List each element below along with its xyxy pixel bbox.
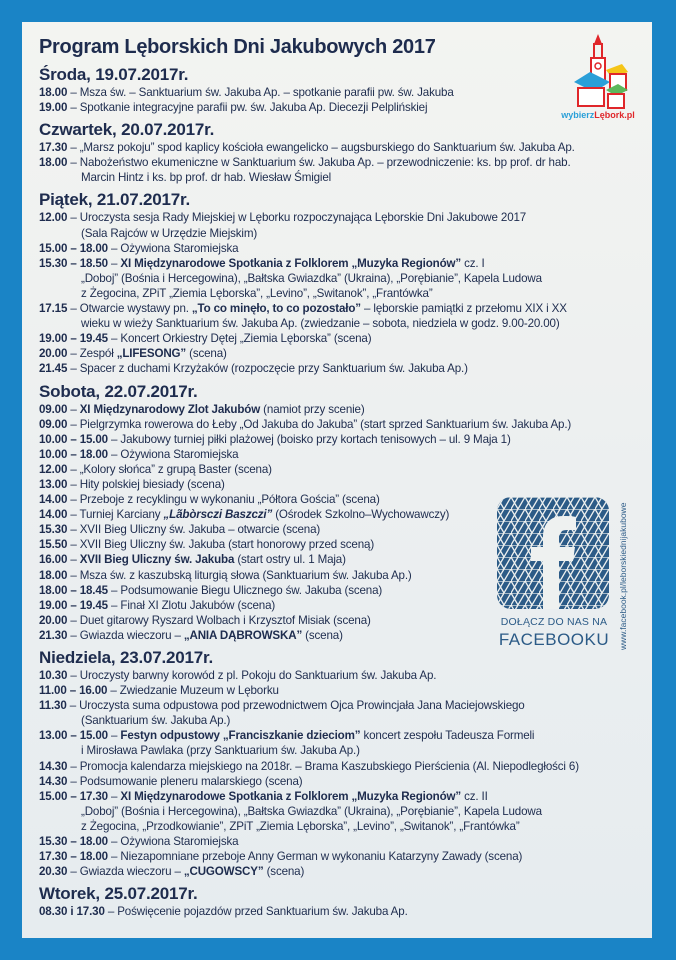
schedule-entry bbox=[39, 432, 651, 447]
entry-time: 21.45 bbox=[39, 362, 68, 376]
schedule-entry bbox=[39, 140, 651, 155]
entry-separator: – bbox=[67, 538, 80, 552]
wybierz-lebork-logo[interactable] bbox=[561, 34, 666, 124]
entry-text: Uroczysta sesja Rady Miejskiej w Lęborku rozpoczynająca Lęborskie Dni Jakubowe 2017 bbox=[79, 211, 527, 225]
entry-line bbox=[39, 417, 651, 432]
entry-text: (namiot przy scenie) bbox=[260, 402, 365, 416]
entry-time: 18.00 – 18.45 bbox=[39, 583, 108, 597]
entry-time: 18.00 bbox=[39, 156, 68, 170]
entry-text: XVII Bieg Uliczny św. Jakuba bbox=[79, 553, 235, 567]
facebook-join-text: DOŁĄCZ DO NAS NA bbox=[500, 616, 608, 628]
day-section bbox=[39, 120, 651, 185]
entry-time: 14.00 bbox=[39, 508, 68, 522]
page-title: Program Lęborskich Dni Jakubowych 2017 bbox=[39, 36, 436, 58]
entry-text: „Doboj” (Bośnia i Hercegowina), „Bałtska Gwiazdka” (Ukraina), „Porębianie”, Kapela Ludowa bbox=[81, 804, 542, 818]
schedule-entry bbox=[39, 331, 651, 346]
entry-line bbox=[39, 477, 651, 492]
day-heading: Wtorek, 25.07.2017r. bbox=[39, 884, 198, 904]
entry-separator: – bbox=[107, 256, 121, 270]
entry-text: z Żegocina, ZPiT „Ziemia Lęborska”, „Levino”, „Switanok”, „Frantówka” bbox=[81, 286, 433, 300]
entry-line bbox=[39, 774, 651, 789]
entry-separator: – bbox=[67, 628, 80, 642]
entry-text: (Sanktuarium św. Jakuba Ap.) bbox=[81, 714, 231, 728]
entry-text: Hity polskiej biesiady (scena) bbox=[79, 477, 225, 491]
entry-time: 17.15 bbox=[39, 302, 68, 316]
schedule-entry bbox=[39, 774, 651, 789]
day-section bbox=[39, 884, 651, 919]
entry-text: XI Międzynarodowe Spotkania z Folklorem „Muzyka Regionów” bbox=[120, 789, 462, 803]
schedule-entry bbox=[39, 301, 651, 331]
entry-line bbox=[39, 743, 651, 758]
entry-text: Festyn odpustowy „Franciszkanie dzieciom” bbox=[120, 729, 361, 743]
entry-time: 08.30 i 17.30 bbox=[39, 905, 105, 919]
entry-separator: – bbox=[67, 613, 80, 627]
schedule-entry bbox=[39, 417, 651, 432]
entry-text: Turniej Karciany bbox=[79, 508, 164, 522]
schedule-entry bbox=[39, 462, 651, 477]
entry-text: (scena) bbox=[263, 865, 305, 879]
day-section bbox=[39, 190, 651, 376]
entry-text: – lęborskie pamiątki z przełomu XIX i XX bbox=[360, 302, 567, 316]
entry-text: „Marsz pokoju” spod kaplicy kościoła ewangelicko – augsburskiego do Sanktuarium św. Jakuba Ap. bbox=[79, 141, 575, 155]
schedule-entry bbox=[39, 668, 651, 683]
day-section bbox=[39, 65, 651, 115]
entry-time: 15.30 – 18.50 bbox=[39, 256, 108, 270]
days-list bbox=[39, 65, 651, 919]
entry-line bbox=[39, 361, 651, 376]
entry-separator: – bbox=[104, 905, 118, 919]
entry-line bbox=[39, 789, 651, 804]
schedule-entry bbox=[39, 241, 651, 256]
entry-separator: – bbox=[67, 568, 80, 582]
schedule-entry bbox=[39, 789, 651, 834]
entry-time: 17.30 bbox=[39, 141, 68, 155]
entry-time: 15.30 bbox=[39, 523, 68, 537]
entry-time: 19.00 – 19.45 bbox=[39, 332, 108, 346]
entry-text: Podsumowanie pleneru malarskiego (scena) bbox=[79, 774, 303, 788]
entry-separator: – bbox=[67, 523, 80, 537]
entry-time: 16.00 bbox=[39, 553, 68, 567]
entry-line bbox=[39, 301, 651, 316]
entry-separator: – bbox=[67, 302, 80, 316]
entry-line bbox=[39, 804, 651, 819]
entry-time: 18.00 bbox=[39, 86, 68, 99]
schedule-entry bbox=[39, 904, 651, 919]
entry-time: 09.00 bbox=[39, 417, 68, 431]
entry-separator: – bbox=[67, 462, 80, 476]
entry-separator: – bbox=[67, 493, 80, 507]
entry-text: Uroczysty barwny korowód z pl. Pokoju do Sanktuarium św. Jakuba Ap. bbox=[79, 669, 437, 682]
entry-line bbox=[39, 728, 651, 743]
entry-line bbox=[39, 462, 651, 477]
entry-text: koncert zespołu Tadeusza Formeli bbox=[360, 729, 535, 743]
facebook-promo[interactable] bbox=[495, 495, 615, 655]
entry-text: XI Międzynarodowy Zlot Jakubów bbox=[79, 402, 261, 416]
entry-line bbox=[39, 170, 651, 185]
entry-time: 13.00 bbox=[39, 477, 68, 491]
entry-separator: – bbox=[67, 347, 80, 361]
entry-line bbox=[39, 864, 651, 879]
entry-text: Finał XI Zlotu Jakubów (scena) bbox=[120, 598, 276, 612]
entry-text: „ANIA DĄBROWSKA” bbox=[183, 628, 303, 642]
entry-separator: – bbox=[107, 241, 121, 255]
entry-time: 19.00 bbox=[39, 101, 68, 115]
entry-separator: – bbox=[67, 402, 80, 416]
entry-text: Gwiazda wieczoru – bbox=[79, 865, 184, 879]
entry-time: 11.00 – 16.00 bbox=[39, 684, 108, 698]
entry-text: XVII Bieg Uliczny św. Jakuba – otwarcie (scena) bbox=[79, 523, 321, 537]
entry-text: Przeboje z recyklingu w wykonaniu „Półtora Gościa” (scena) bbox=[79, 493, 380, 507]
schedule-entry bbox=[39, 447, 651, 462]
schedule-entry bbox=[39, 849, 651, 864]
schedule-entry bbox=[39, 361, 651, 376]
entry-separator: – bbox=[67, 759, 80, 773]
entry-text: Pielgrzymka rowerowa do Łeby „Od Jakuba do Jakuba” (start sprzed Sanktuarium św. Jakuba Ap.) bbox=[79, 417, 572, 431]
entry-text: Uroczysta suma odpustowa pod przewodnictwem Ojca Prowincjała Jana Maciejowskiego bbox=[79, 699, 525, 713]
poster-panel bbox=[22, 22, 652, 938]
entry-line bbox=[39, 316, 651, 331]
entry-separator: – bbox=[67, 362, 80, 376]
entry-time: 10.30 bbox=[39, 669, 68, 682]
entry-text: „Doboj” (Bośnia i Hercegowina), „Bałtska Gwiazdka” (Ukraina), „Porębianie”, Kapela Ludowa bbox=[81, 271, 542, 285]
entry-time: 14.30 bbox=[39, 774, 68, 788]
entry-separator: – bbox=[67, 669, 80, 682]
entry-text: „To co minęło, to co pozostało” bbox=[191, 302, 361, 316]
entry-text: (scena) bbox=[302, 628, 343, 642]
day-heading: Czwartek, 20.07.2017r. bbox=[39, 120, 215, 140]
entry-time: 15.00 – 18.00 bbox=[39, 241, 108, 255]
entry-line bbox=[39, 346, 651, 361]
entry-separator: – bbox=[107, 447, 121, 461]
entry-text: XI Międzynarodowe Spotkania z Folklorem „Muzyka Regionów” bbox=[120, 256, 462, 270]
entry-time: 15.00 – 17.30 bbox=[39, 789, 108, 803]
entry-time: 18.00 bbox=[39, 568, 68, 582]
entry-text: Nabożeństwo ekumeniczne w Sanktuarium św. Jakuba Ap. – przewodniczenie: ks. bp prof. dr hab. bbox=[79, 156, 571, 170]
entry-line bbox=[39, 286, 651, 301]
entry-separator: – bbox=[107, 598, 121, 612]
entry-time: 09.00 bbox=[39, 402, 68, 416]
schedule-entry bbox=[39, 402, 651, 417]
entry-text: (Sala Rajców w Urzędzie Miejskim) bbox=[81, 226, 258, 240]
entry-separator: – bbox=[107, 789, 121, 803]
entry-time: 10.00 – 15.00 bbox=[39, 432, 108, 446]
entry-separator: – bbox=[67, 865, 80, 879]
entry-text: Zespół bbox=[79, 347, 117, 361]
entry-line bbox=[39, 256, 651, 271]
entry-line bbox=[39, 849, 651, 864]
entry-text: Spacer z duchami Krzyżaków (rozpoczęcie przy Sanktuarium św. Jakuba Ap.) bbox=[79, 362, 468, 376]
entry-line bbox=[39, 834, 651, 849]
entry-text: (scena) bbox=[186, 347, 227, 361]
entry-text: (Ośrodek Szkolno–Wychowawczy) bbox=[272, 508, 450, 522]
schedule-entry bbox=[39, 155, 651, 185]
day-heading: Piątek, 21.07.2017r. bbox=[39, 190, 191, 210]
entry-line bbox=[39, 331, 651, 346]
entry-separator: – bbox=[107, 332, 121, 346]
entry-text: Marcin Hintz i ks. bp prof. dr hab. Wiesław Śmigiel bbox=[81, 171, 332, 185]
entry-separator: – bbox=[107, 835, 121, 849]
entry-text: (start ostry ul. 1 Maja) bbox=[234, 553, 346, 567]
entry-text: Zwiedzanie Muzeum w Lęborku bbox=[119, 684, 279, 698]
entry-text: Podsumowanie Biegu Ulicznego św. Jakuba (scena) bbox=[120, 583, 383, 597]
day-heading: Sobota, 22.07.2017r. bbox=[39, 381, 198, 401]
entry-time: 11.30 bbox=[39, 699, 67, 713]
entry-text: z Żegocina, „Przodkowianie”, ZPiT „Ziemia Lęborska”, „Levino”, „Switanok”, „Frantówka” bbox=[81, 819, 520, 833]
entry-separator: – bbox=[67, 508, 80, 522]
entry-separator: – bbox=[66, 699, 80, 713]
schedule-entry bbox=[39, 864, 651, 879]
entry-line bbox=[39, 713, 651, 728]
entry-time: 14.00 bbox=[39, 493, 68, 507]
entry-separator: – bbox=[67, 156, 80, 170]
entry-text: wieku w wieży Sanktuarium św. Jakuba Ap. (zwiedzanie – sobota, niedziela w godz. 9.00-20.00) bbox=[81, 317, 560, 331]
entry-line bbox=[39, 447, 651, 462]
schedule-entry bbox=[39, 728, 651, 758]
entry-text: i Mirosława Pawlaka (przy Sanktuarium św. Jakuba Ap.) bbox=[81, 744, 360, 758]
entry-time: 17.30 – 18.00 bbox=[39, 850, 108, 864]
entry-text: cz. I bbox=[461, 256, 485, 270]
entry-line bbox=[39, 241, 651, 256]
entry-line bbox=[39, 140, 651, 155]
entry-time: 13.00 – 15.00 bbox=[39, 729, 108, 743]
facebook-icon bbox=[497, 497, 609, 609]
entry-separator: – bbox=[107, 684, 120, 698]
entry-time: 14.30 bbox=[39, 759, 68, 773]
entry-time: 20.00 bbox=[39, 613, 68, 627]
facebook-name-text: FACEBOOKU bbox=[498, 630, 610, 649]
entry-separator: – bbox=[107, 729, 121, 743]
entry-time: 15.50 bbox=[39, 538, 68, 552]
entry-time: 12.00 bbox=[39, 211, 68, 225]
logo-text bbox=[550, 110, 646, 120]
schedule-entry bbox=[39, 256, 651, 301]
day-heading: Niedziela, 23.07.2017r. bbox=[39, 648, 214, 667]
entry-separator: – bbox=[67, 417, 80, 431]
schedule-entry bbox=[39, 210, 651, 240]
logo-text-b: Lębork.pl bbox=[594, 110, 635, 120]
entry-text: Ożywiona Staromiejska bbox=[120, 447, 239, 461]
entry-text: „LIFESONG” bbox=[116, 347, 187, 361]
entry-text: Gwiazda wieczoru – bbox=[79, 628, 184, 642]
entry-text: Ożywiona Staromiejska bbox=[120, 241, 239, 255]
entry-text: Jakubowy turniej piłki plażowej (boisko przy kortach tenisowych – ul. 9 Maja 1) bbox=[120, 432, 511, 446]
entry-line bbox=[39, 668, 651, 683]
entry-text: „CUGOWSCY” bbox=[183, 865, 264, 879]
entry-text: Koncert Orkiestry Dętej „Ziemia Lęborska” (scena) bbox=[120, 332, 372, 346]
entry-line bbox=[39, 85, 651, 100]
entry-line bbox=[39, 155, 651, 170]
town-hall-icon bbox=[570, 34, 666, 110]
program-content bbox=[39, 34, 651, 919]
entry-separator: – bbox=[67, 477, 80, 491]
entry-line bbox=[39, 210, 651, 225]
entry-time: 12.00 bbox=[39, 462, 68, 476]
facebook-url[interactable]: www.facebook.pl/leborskiednijakubowe bbox=[618, 502, 628, 650]
entry-text: Niezapomniane przeboje Anny German w wykonaniu Katarzyny Zawady (scena) bbox=[120, 850, 523, 864]
entry-separator: – bbox=[107, 432, 121, 446]
schedule-entry bbox=[39, 683, 651, 698]
logo-text-a: wybierz bbox=[561, 110, 595, 120]
entry-time: 20.30 bbox=[39, 865, 68, 879]
schedule-entry bbox=[39, 85, 651, 100]
schedule-entry bbox=[39, 834, 651, 849]
entry-text: Msza św. – Sanktuarium św. Jakuba Ap. – spotkanie parafii pw. św. Jakuba bbox=[79, 86, 454, 99]
entry-text: „Lãbòrsczi Baszczi” bbox=[163, 508, 273, 522]
entry-time: 10.00 – 18.00 bbox=[39, 447, 108, 461]
entry-line bbox=[39, 904, 651, 919]
entry-line bbox=[39, 432, 651, 447]
entry-time: 19.00 – 19.45 bbox=[39, 598, 108, 612]
entry-separator: – bbox=[67, 553, 80, 567]
entry-separator: – bbox=[107, 583, 121, 597]
entry-text: Otwarcie wystawy pn. bbox=[79, 302, 192, 316]
entry-line bbox=[39, 759, 651, 774]
entry-separator: – bbox=[67, 141, 80, 155]
entry-separator: – bbox=[67, 211, 80, 225]
entry-text: Duet gitarowy Ryszard Wolbach i Krzysztof Misiak (scena) bbox=[79, 613, 371, 627]
entry-text: Msza św. z kaszubską liturgią słowa (Sanktuarium św. Jakuba Ap.) bbox=[79, 568, 412, 582]
entry-line bbox=[39, 683, 651, 698]
entry-separator: – bbox=[107, 850, 121, 864]
entry-time: 21.30 bbox=[39, 628, 68, 642]
entry-line bbox=[39, 226, 651, 241]
entry-line bbox=[39, 819, 651, 834]
entry-separator: – bbox=[67, 774, 80, 788]
entry-text: Promocja kalendarza miejskiego na 2018r. – Brama Kaszubskiego Pierścienia (Al. Niepodległości 6) bbox=[79, 759, 579, 773]
entry-line bbox=[39, 402, 651, 417]
entry-text: Ożywiona Staromiejska bbox=[120, 835, 239, 849]
entry-text: „Kolory słońca” z grupą Baster (scena) bbox=[79, 462, 272, 476]
entry-text: Poświęcenie pojazdów przed Sanktuarium św. Jakuba Ap. bbox=[117, 905, 408, 919]
entry-separator: – bbox=[67, 86, 80, 99]
schedule-entry bbox=[39, 759, 651, 774]
schedule-entry bbox=[39, 346, 651, 361]
schedule-entry bbox=[39, 477, 651, 492]
entry-text: cz. II bbox=[461, 789, 488, 803]
entry-line bbox=[39, 271, 651, 286]
entry-line bbox=[39, 698, 651, 713]
schedule-entry bbox=[39, 698, 651, 728]
entry-time: 15.30 – 18.00 bbox=[39, 835, 108, 849]
entry-text: XVII Bieg Uliczny św. Jakuba (start honorowy przed sceną) bbox=[79, 538, 375, 552]
entry-time: 20.00 bbox=[39, 347, 68, 361]
entry-separator: – bbox=[67, 101, 80, 115]
day-heading: Środa, 19.07.2017r. bbox=[39, 65, 189, 84]
day-section bbox=[39, 648, 651, 879]
entry-text: Spotkanie integracyjne parafii pw. św. Jakuba Ap. Diecezji Pelplińskiej bbox=[79, 101, 428, 115]
